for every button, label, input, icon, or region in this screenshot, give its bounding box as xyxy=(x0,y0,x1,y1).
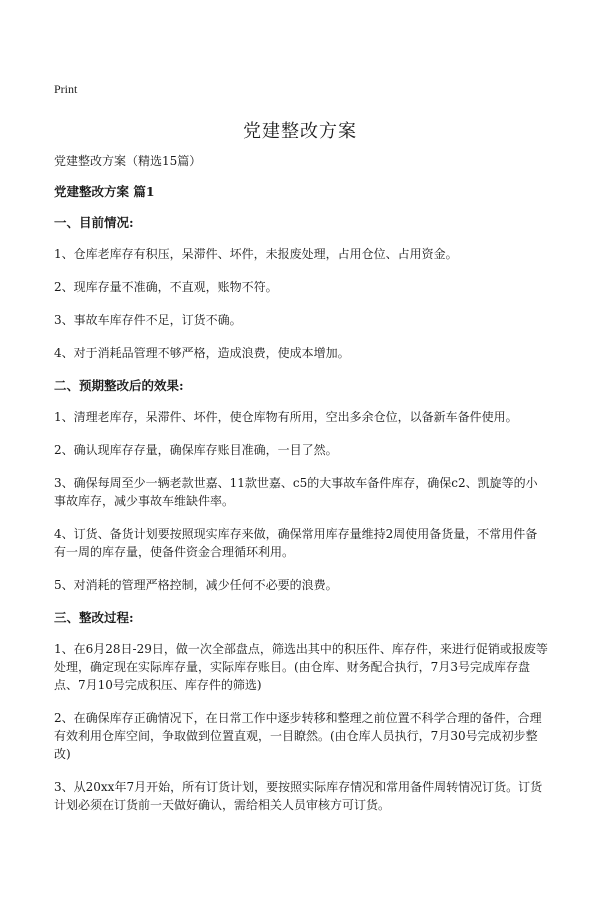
section-paragraph: 2、在确保库存正确情况下，在日常工作中逐步转移和整理之前位置不科学合理的备件，合理有效利用仓库空间，争取做到位置直观，一目瞭然。(由仓库人员执行，7月30号完成初步整改) xyxy=(54,711,542,761)
section-paragraph: 1、在6月28日-29日，做一次全部盘点，筛选出其中的积压件、库存件，来进行促销或报废等处理，确定现在实际库存量，实际库存账目。(由仓库、财务配合执行，7月3号完成库存盘点、7月10号完成积压、库存件的筛选) xyxy=(54,642,548,692)
section-paragraph: 3、事故车库存件不足，订货不确。 xyxy=(54,313,242,327)
section-paragraph: 1、仓库老库存有积压，呆滞件、坏件，未报废处理，占用仓位、占用资金。 xyxy=(54,247,458,261)
print-label: Print xyxy=(54,82,78,96)
section-heading: 二、预期整改后的效果: xyxy=(54,378,184,393)
section-paragraph: 1、清理老库存，呆滞件、坏件，使仓库物有所用，空出多余仓位，以备新车备件使用。 xyxy=(54,410,518,424)
section-paragraph: 4、订货、备货计划要按照现实库存来做，确保常用库存量维持2周使用备货量，不常用件备有一周的库存量，使备件资金合理循环利用。 xyxy=(54,527,538,559)
document-subtitle: 党建整改方案（精选15篇） xyxy=(54,154,202,168)
section-paragraph: 3、确保每周至少一辆老款世嘉、11款世嘉、c5的大事故车备件库存，确保c2、凯旋等的小事故库存，减少事故车维缺件率。 xyxy=(54,476,538,508)
section-paragraph: 2、现库存量不准确，不直观，账物不符。 xyxy=(54,280,278,294)
section-paragraph: 4、对于消耗品管理不够严格，造成浪费，使成本增加。 xyxy=(54,346,350,360)
section-paragraph: 5、对消耗的管理严格控制，减少任何不必要的浪费。 xyxy=(54,578,338,592)
section-paragraph: 3、从20xx年7月开始，所有订货计划，要按照实际库存情况和常用备件周转情况订货。订货计划必须在订货前一天做好确认，需给相关人员审核方可订货。 xyxy=(54,780,543,812)
section-heading: 一、目前情况: xyxy=(54,215,134,230)
document-body xyxy=(54,152,548,829)
section-paragraph: 2、确认现库存存量，确保库存账目准确，一目了然。 xyxy=(54,443,338,457)
section-heading: 三、整改过程: xyxy=(54,610,134,625)
document-title: 党建整改方案 xyxy=(243,121,357,142)
article-heading: 党建整改方案 篇1 xyxy=(54,184,155,199)
